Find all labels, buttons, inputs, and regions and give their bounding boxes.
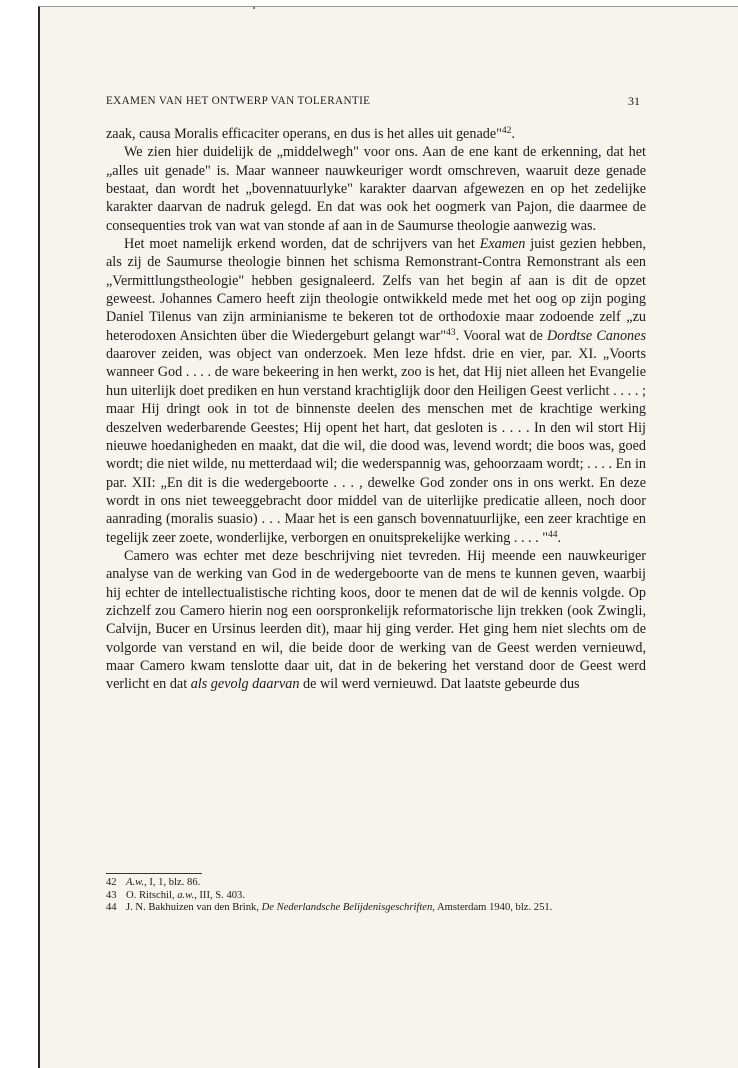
footnote-ref-44[interactable]: 44 [548,529,558,540]
body-text [106,125,646,694]
paragraph-2: We zien hier duidelijk de „middelwegh" voor ons. Aan de ene kant de erkenning, dat het „alles uit genade" is. Maar wanneer nauwkeuriger wordt omschreven, waaruit deze genade bestaat, dan wordt het „bovennatuurlyke" karakter daarvan afgewezen en op het zedelijke karakter daarvan de nadruk gelegd. En dat was ook het oogmerk van Pajon, die daarmee de consequenties trok van wat van stonde af aan in de Saumurse theologie aanwezig was. [106,144,646,234]
footnote-42: 42 A.w., I, 1, blz. 86. [106,877,201,888]
book-page [38,6,738,1068]
paragraph-4: Camero was echter met deze beschrijving niet tevreden. Hij meende een nauwkeuriger analyse van de werking van God in de wedergeboorte van de mens te kunnen geven, waarbij hij echter de intellectualistische richting koos, door te menen dat de wil de kennis volgde. Op zichzelf zou Camero hierin nog een oorspronkelijk reformatorische lijn trekken (ook Zwingli, Calvijn, Bucer en Ursinus leerden dit), maar hij ging verder. Het ging hem niet slechts om de volgorde van verstand en wil, die beide door de werking van de Geest werden vernieuwd, maar Camero kwam tenslotte daar uit, dat in de bekering het verstand door de Geest werd verlicht en dat als gevolg daarvan de wil werd vernieuwd. Dat laatste gebeurde dus [106,547,646,693]
footnotes [106,877,646,915]
paragraph-1: zaak, causa Moralis efficaciter operans, en dus is het alles uit genade"$^{42}$. [106,126,515,142]
emphasis-als-gevolg: als gevolg daarvan [190,676,300,693]
footnote-ref-42[interactable]: 42 [501,126,512,136]
print-speck [253,7,255,9]
footnote-43: 43 O. Ritschil, a.w., III, S. 403. [106,889,245,901]
footnote-ref-43[interactable]: 43 [446,327,456,338]
footnote-number: 42 [106,877,117,888]
footnote-44: 44 J. N. Bakhuizen van den Brink, De Nederlandsche Belijdenisgeschriften, Amsterdam 1940, blz. 251. [106,902,553,914]
title-dordtse-canones: Dordtse Canones [546,327,646,344]
title-examen: Examen [479,236,526,253]
page-number: 31 [628,94,640,108]
running-title: EXAMEN VAN HET ONTWERP VAN TOLERANTIE [106,95,371,107]
footnote-number: 43 [106,889,117,901]
footnote-number: 44 [106,902,117,914]
running-head [106,94,640,108]
footnote-rule [106,873,202,874]
paragraph-3: Het moet namelijk erkend worden, dat de schrijvers van het Examen juist gezien hebben, als zij de Saumurse theologie binnen het schisma Remonstrant-Contra Remonstrant als een „Vermittlungstheologie" hebben gesignaleerd. Zelfs van het begin af aan is dit de opzet geweest. Johannes Camero heeft zijn theologie ontwikkeld mede met het oog op zijn poging Daniel Tilenus van zijn arminianisme te bekeren tot de orthodoxie maar zodoende zelf „zu heterodoxen Ansichten über die Wiedergeburt gelangt war"$^{43}$. Vooral wat de Dordtse Canones daarover zeiden, was object van onderzoek. Men leze hfdst. drie en vier, par. XI. „Voorts wanneer God . . . . de ware bekeering in hen werkt, zoo is het, dat Hij niet alleen het Evangelie hun uiterlijk doet prediken en hun verstand krachtiglijk door den Heiligen Geest verlicht . . . . ; maar Hij dringt ook in tot de binnenste deelen des menschen met de krachtige werking deszelven wederbarende Geestes; Hij opent het hart, dat gesloten is . . . . In den wil stort Hij nieuwe hoedanigheden en maakt, dat die wil, die dood was, levend wordt; die boos was, goed wordt; die niet wilde, nu metterdaad wil; die wederspannig was, gehoorzaam wordt; . . . . En in par. XII: „En dit is die wedergeboorte . . . , dewelke God zonder ons in ons werkt. En deze wordt in ons niet teweeggebracht door middel van de uiterlijke predicatie alleen, noch door aanrading (moralis suasio) . . . Maar het is een gansch bovennatuurlijke, een zeer krachtige en tegelijk zeer zoete, wonderlijke, verborgen en onuitsprekelijke werking . . . . "$^{44}$. [106,236,647,546]
